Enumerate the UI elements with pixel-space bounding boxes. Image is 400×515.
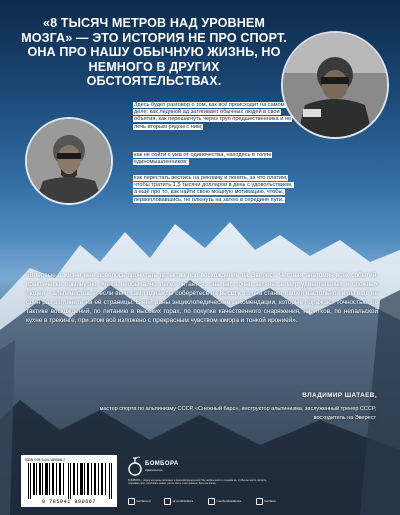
telegram-icon xyxy=(208,498,215,505)
highlighted-text: Здесь будет разговор о том, как всё происходит на самом деле: как ледяной ад затягивает обычных людей в свои объятия, как перешагнуть через труп предшественника и не лечь вторым рядом с ним; xyxy=(134,102,292,130)
youtube-icon xyxy=(256,498,263,505)
isbn-label: ISBN 978-5-04-189066-7 xyxy=(25,458,66,462)
climber-photo-icon xyxy=(27,119,111,203)
social-link[interactable]: bombora xyxy=(256,497,276,505)
barcode-bars-icon xyxy=(28,463,112,499)
publisher-description: БОМБОРА – лидер на рынке полезных и вдохновляющих книг. Мы любим книги и создаём их, чтобы вы могли творить, открывать мир, пробовать новое, расти. Быть счастливыми. Быть на волне. xyxy=(128,479,267,486)
endorsement-author-name: ВЛАДИМИР ШАТАЕВ, xyxy=(302,392,377,399)
globe-icon xyxy=(128,498,135,505)
isbn-number: 9 785041 890667 xyxy=(41,499,96,505)
highlighted-text: как не сойти с ума от одиночества, находясь в толпе единомышленников; xyxy=(134,152,272,166)
author-portrait-top xyxy=(281,31,389,139)
text-block-2 xyxy=(133,152,293,166)
bombora-logo-icon xyxy=(128,455,142,477)
social-links xyxy=(128,497,288,505)
social-link[interactable]: vk.com/bombora xyxy=(164,497,193,505)
vk-icon xyxy=(164,498,171,505)
headline-quote: «8 ТЫСЯЧ МЕТРОВ НАД УРОВНЕМ МОЗГА» — ЭТО ИСТОРИЯ НЕ ПРО СПОРТ. ОНА ПРО НАШУ ОБЫЧНУЮ ЖИЗНЬ, НО НЕМНОГО В ДРУГИХ ОБСТОЯТЕЛЬСТВАХ. xyxy=(21,16,287,88)
publisher-subtitle: издательство xyxy=(145,468,163,472)
publisher-name: БОМБОРА xyxy=(145,461,179,467)
highlighted-text: как перестать вестись на рекламу и понять, за что платим, чтобы тратить 1,5 тысячи долларов в день с удовольствием, а ещё про то, как найти свою мощную мотивацию, чтобы, первопловавшись, не плюнуть на затею в середине пути. xyxy=(134,175,293,203)
endorsement-author-bio: мастер спорта по альпинизму СССР, «Снежный барс», инструктор альпинизма, заслуженный тренер СССР, восходитель на Эверест xyxy=(99,406,376,422)
author-portrait-bottom xyxy=(25,117,113,205)
social-link[interactable]: t.me/bomborabooks xyxy=(208,497,241,505)
climber-photo-icon xyxy=(283,33,387,137)
text-block-1 xyxy=(133,102,293,131)
barcode xyxy=(21,455,117,507)
endorsement-quote: «Впервые в жизни мне довелось прочитать детектив про восхождение на Эверест. Честная анатомия всех событий, практически поминутно. Книга необычайно легко читается, она вас точно затянет в мир удивительных и сложных людей – альпинистов. А если вы и сами однажды соберётесь на высоту, то она станет вашей настольной и вы ещё не один раз загляните на её страницы. В ней даны энциклопедические рекомендации, которые поражают точностью: по тактике восхождений, по питанию в высоких горах, по покупке качественного снаряжения, напитков, по непальской кухне в трекинге, при этом всё изложено с прекрасным чувством юмора и тонкой иронией». xyxy=(26,272,378,325)
text-block-3 xyxy=(133,175,293,204)
social-link[interactable]: bombora.ru xyxy=(128,497,151,505)
